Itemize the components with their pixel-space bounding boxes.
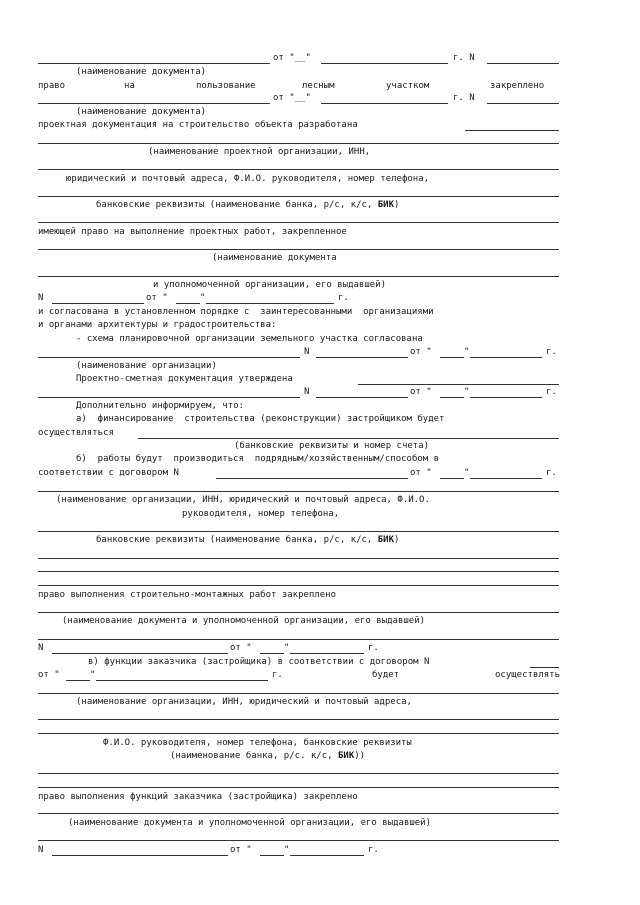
blank-line[interactable] [38, 773, 559, 774]
caption: Ф.И.О. руководителя, номер телефона, банковские реквизиты [103, 738, 412, 748]
caption: (наименование банка, р/с. к/с, БИК)) [170, 751, 366, 761]
paragraph-text: а) финансирование строительства (реконструкции) застройщиком будет [76, 414, 445, 424]
blank-line[interactable] [316, 357, 408, 358]
text-word: будет [372, 670, 400, 680]
number-prefix: г. N [453, 93, 475, 103]
blank-line[interactable] [38, 276, 559, 277]
number-label: N [304, 347, 310, 357]
blank-line[interactable] [38, 491, 559, 492]
blank-line[interactable] [321, 103, 448, 104]
paragraph-text: б) работы будут производиться подрядным/хозяйственным/способом в [76, 454, 440, 464]
blank-line[interactable] [38, 222, 559, 223]
quote: " [464, 468, 470, 478]
date-prefix: от " [230, 643, 252, 653]
blank-line[interactable] [440, 357, 464, 358]
blank-line[interactable] [290, 653, 364, 654]
caption: юридический и почтовый адреса, Ф.И.О. руководителя, номер телефона, [66, 174, 430, 184]
blank-line[interactable] [52, 303, 144, 304]
blank-line[interactable] [38, 143, 559, 144]
caption: (наименование организации) [76, 361, 217, 371]
caption: (наименование документа) [76, 67, 207, 77]
date-prefix: от "__" [273, 53, 311, 63]
number-label: N [304, 387, 310, 397]
year-suffix: г. [368, 845, 379, 855]
caption: (наименование документа и уполномоченной организации, его выдавшей) [68, 818, 432, 828]
paragraph-text: Проектно-сметная документация утверждена [76, 374, 293, 384]
blank-line[interactable] [316, 397, 408, 398]
quote: " [284, 643, 290, 653]
caption: руководителя, номер телефона, [182, 509, 340, 519]
date-prefix: от " [410, 468, 432, 478]
paragraph-text: осуществляться [38, 428, 114, 438]
text-word: лесным [302, 81, 335, 91]
blank-line[interactable] [206, 303, 334, 304]
blank-line[interactable] [138, 438, 559, 439]
blank-line[interactable] [38, 196, 559, 197]
caption: (наименование организации, ИНН, юридический и почтовый адреса, [76, 697, 412, 707]
blank-line[interactable] [38, 813, 559, 814]
caption: (наименование документа) [76, 107, 207, 117]
year-suffix: г. [546, 468, 557, 478]
text-word: право [38, 81, 66, 91]
blank-line[interactable] [358, 384, 559, 385]
date-prefix: от " [38, 670, 60, 680]
paragraph-text: соответствии с договором N [38, 468, 179, 478]
text-word: участком [386, 81, 430, 91]
blank-line[interactable] [290, 855, 364, 856]
blank-line[interactable] [38, 558, 559, 559]
blank-line[interactable] [38, 571, 559, 572]
text-word: на [124, 81, 135, 91]
blank-line[interactable] [38, 357, 300, 358]
year-suffix: г. [338, 293, 349, 303]
blank-line[interactable] [530, 667, 559, 668]
blank-line[interactable] [38, 612, 559, 613]
paragraph-text: проектная документация на строительство объекта разработана [38, 120, 358, 130]
quote: " [200, 293, 206, 303]
date-prefix: от " [410, 387, 432, 397]
blank-line[interactable] [38, 63, 270, 64]
blank-line[interactable] [465, 130, 559, 131]
paragraph-text: и согласована в установленном порядке с заинтересованными организациями [38, 307, 434, 317]
blank-line[interactable] [38, 531, 559, 532]
paragraph-text: Дополнительно информируем, что: [76, 401, 244, 411]
blank-line[interactable] [38, 719, 559, 720]
caption: (наименование документа и уполномоченной организации, его выдавшей) [62, 616, 426, 626]
date-prefix: от " [230, 845, 252, 855]
blank-line[interactable] [52, 855, 228, 856]
blank-line[interactable] [38, 733, 559, 734]
number-label: N [38, 293, 44, 303]
text-word: пользование [196, 81, 256, 91]
blank-line[interactable] [66, 680, 90, 681]
date-prefix: от " [410, 347, 432, 357]
year-suffix: г. [272, 670, 283, 680]
blank-line[interactable] [470, 478, 542, 479]
blank-line[interactable] [176, 303, 200, 304]
blank-line[interactable] [487, 103, 559, 104]
paragraph-text: и органами архитектуры и градостроительства: [38, 320, 277, 330]
year-suffix: г. [368, 643, 379, 653]
year-suffix: г. [546, 347, 557, 357]
blank-line[interactable] [38, 585, 559, 586]
blank-line[interactable] [216, 478, 408, 479]
blank-line[interactable] [470, 357, 542, 358]
caption: банковские реквизиты (наименование банка, р/с, к/с, БИК) [96, 535, 400, 545]
paragraph-text: право выполнения функций заказчика (застройщика) закреплено [38, 792, 358, 802]
blank-line[interactable] [38, 249, 559, 250]
date-prefix: от " [146, 293, 168, 303]
number-label: N [38, 845, 44, 855]
blank-line[interactable] [38, 103, 270, 104]
caption: (наименование документа [212, 253, 337, 263]
caption: (наименование организации, ИНН, юридический и почтовый адреса, Ф.И.О. [56, 495, 430, 505]
year-suffix: г. [546, 387, 557, 397]
caption: (наименование проектной организации, ИНН, [148, 147, 371, 157]
quote: " [90, 670, 96, 680]
text-word: осуществлять [495, 670, 561, 680]
blank-line[interactable] [260, 855, 284, 856]
number-label: N [38, 643, 44, 653]
quote: " [284, 845, 290, 855]
text-word: закреплено [490, 81, 545, 91]
date-prefix: от "__" [273, 93, 311, 103]
blank-line[interactable] [38, 840, 559, 841]
caption: (банковские реквизиты и номер счета) [234, 441, 430, 451]
paragraph-text: право выполнения строительно-монтажных работ закреплено [38, 590, 337, 600]
blank-line[interactable] [38, 639, 559, 640]
paragraph-text: - схема планировочной организации земельного участка согласована [76, 334, 423, 344]
blank-line[interactable] [38, 397, 300, 398]
paragraph-text: в) функции заказчика (застройщика) в соответствии с договором N [88, 657, 430, 667]
blank-line[interactable] [38, 787, 559, 788]
blank-line[interactable] [321, 63, 448, 64]
blank-line[interactable] [38, 169, 559, 170]
blank-line[interactable] [440, 478, 464, 479]
caption: и уполномоченной организации, его выдавшей) [153, 280, 386, 290]
blank-line[interactable] [470, 397, 542, 398]
paragraph-text: имеющей право на выполнение проектных работ, закрепленное [38, 227, 347, 237]
blank-line[interactable] [96, 680, 268, 681]
quote: " [464, 387, 470, 397]
number-prefix: г. N [453, 53, 475, 63]
quote: " [464, 347, 470, 357]
blank-line[interactable] [487, 63, 559, 64]
blank-line[interactable] [260, 653, 284, 654]
blank-line[interactable] [38, 693, 559, 694]
blank-line[interactable] [440, 397, 464, 398]
blank-line[interactable] [52, 653, 228, 654]
caption: банковские реквизиты (наименование банка, р/с, к/с, БИК) [96, 200, 400, 210]
